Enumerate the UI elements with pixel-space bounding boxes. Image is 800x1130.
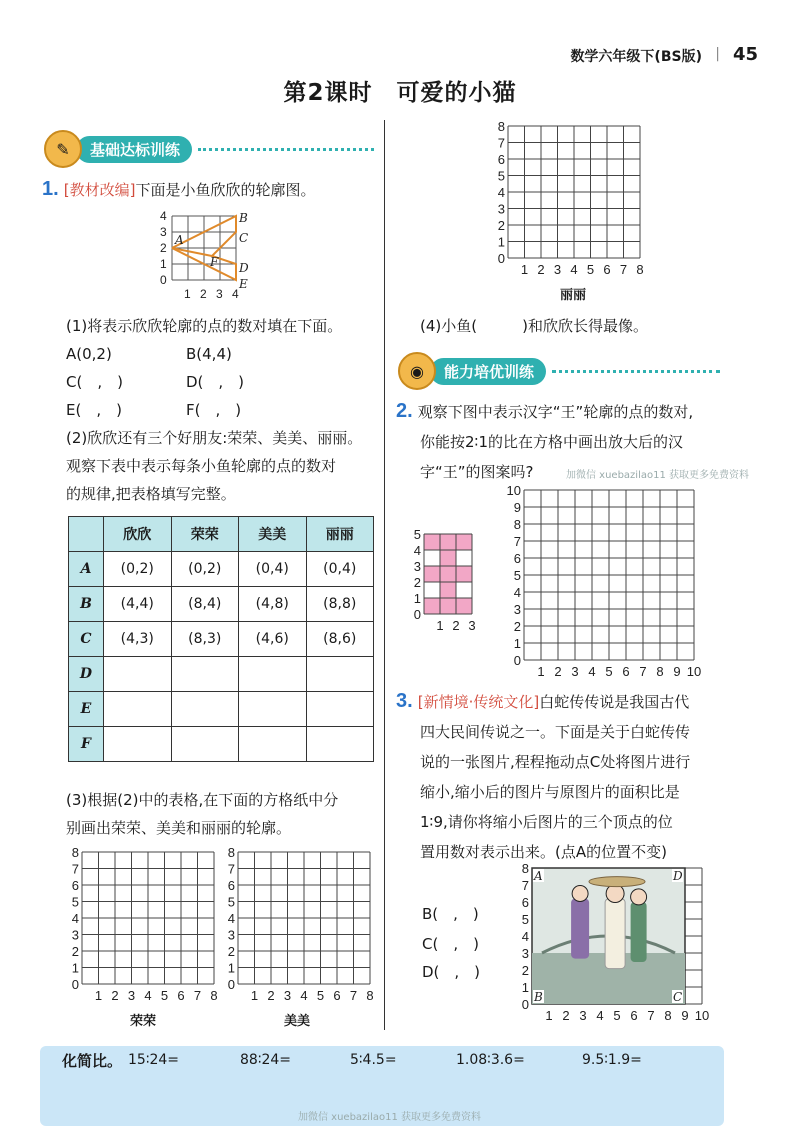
table-cell: (0,2) — [104, 552, 172, 587]
x-tick-label: 1 — [520, 262, 529, 277]
simplify-item: 5∶4.5= — [350, 1052, 397, 1068]
grid-lili-label: 丽丽 — [560, 288, 587, 303]
y-tick-label: 0 — [413, 607, 421, 622]
simplify-item: 88∶24= — [240, 1052, 292, 1068]
y-tick-label: 3 — [227, 927, 235, 943]
y-tick-label: 0 — [513, 653, 521, 668]
answer-cell[interactable] — [104, 727, 172, 762]
grid-meimei[interactable] — [222, 846, 372, 1006]
filled-cell — [440, 534, 456, 550]
x-tick-label: 8 — [664, 1008, 672, 1023]
x-tick-label: 6 — [603, 262, 611, 277]
y-tick-label: 2 — [227, 944, 235, 959]
question-2-line3: 字“王”的图案吗? — [420, 463, 534, 481]
corner-label: B — [534, 990, 543, 1004]
q1-part2-line1: (2)欣欣还有三个好朋友:荣荣、美美、丽丽。 — [66, 429, 363, 447]
row-header: E — [69, 692, 104, 727]
table-cell: (8,8) — [306, 587, 374, 622]
point-label-d: D — [239, 261, 249, 275]
point-label-c: C — [239, 231, 249, 245]
fig-y-label: 3 — [160, 225, 167, 239]
page-number: 45 — [732, 44, 758, 65]
y-tick-label: 2 — [413, 575, 421, 590]
watermark-bottom: 加微信 xuebazilao11 获取更多免费资料 — [298, 1112, 482, 1123]
header-separator: | — [715, 46, 720, 62]
y-tick-label: 0 — [227, 977, 235, 992]
y-tick-label: 3 — [413, 559, 421, 574]
question-2-line1: 观察下图中表示汉字“王”轮廓的点的数对, — [417, 403, 694, 421]
x-tick-label: 5 — [605, 664, 613, 679]
answer-cell[interactable] — [239, 692, 307, 727]
question-3-line5: 1∶9,请你将缩小后图片的三个顶点的位 — [420, 813, 673, 831]
q1-part1: (1)将表示欣欣轮廓的点的数对填在下面。 — [66, 317, 343, 335]
x-tick-label: 9 — [681, 1008, 689, 1023]
answer-cell[interactable] — [239, 657, 307, 692]
row-header: C — [69, 622, 104, 657]
question-3-tag: [新情境·传统文化] — [417, 693, 540, 711]
table-row — [69, 727, 374, 762]
answer-b: B( , ) — [422, 905, 479, 923]
x-tick-label: 3 — [468, 618, 476, 633]
corner-label: D — [673, 869, 683, 883]
table-row — [69, 552, 374, 587]
y-tick-label: 2 — [497, 218, 505, 233]
question-3 — [396, 688, 736, 717]
y-tick-label: 8 — [497, 119, 505, 134]
x-tick-label: 1 — [545, 1008, 553, 1023]
y-tick-label: 7 — [513, 534, 521, 549]
x-tick-label: 7 — [647, 1008, 655, 1023]
pair-b: B(4,4) — [186, 345, 232, 363]
x-tick-label: 2 — [537, 262, 545, 277]
fig-x-label: 2 — [200, 287, 207, 301]
x-tick-label: 2 — [562, 1008, 570, 1023]
x-tick-label: 3 — [283, 988, 292, 1003]
section-advanced-label: 能力培优训练 — [430, 358, 546, 385]
y-tick-label: 1 — [497, 234, 505, 250]
point-label-f: F — [210, 255, 219, 269]
filled-cell — [440, 566, 456, 582]
table-row — [69, 587, 374, 622]
pair-a: A(0,2) — [66, 345, 112, 363]
banner-dots — [552, 370, 720, 373]
pair-e: E( , ) — [66, 401, 122, 419]
y-tick-label: 7 — [71, 861, 79, 877]
section-basic-banner — [44, 130, 374, 168]
y-tick-label: 6 — [227, 878, 235, 893]
x-tick-label: 6 — [177, 988, 185, 1003]
table-header-row — [69, 517, 374, 552]
x-tick-label: 3 — [571, 664, 579, 679]
y-tick-label: 8 — [521, 861, 529, 876]
question-3-line2: 四大民间传说之一。下面是关于白蛇传传 — [420, 723, 691, 741]
y-tick-label: 3 — [497, 201, 505, 217]
x-tick-label: 6 — [333, 988, 341, 1003]
enlarge-grid[interactable] — [504, 484, 710, 684]
x-tick-label: 2 — [452, 618, 460, 633]
col-header: 欣欣 — [104, 517, 172, 552]
y-tick-label: 4 — [521, 929, 529, 944]
filled-cell — [440, 598, 456, 614]
answer-cell[interactable] — [104, 657, 172, 692]
question-3-line1: 白蛇传传说是我国古代 — [539, 693, 690, 711]
table-cell: (4,6) — [239, 622, 307, 657]
y-tick-label: 9 — [513, 500, 521, 515]
table-cell: (4,8) — [239, 587, 307, 622]
question-3-number: 3. — [396, 690, 413, 712]
filled-cell — [456, 598, 472, 614]
y-tick-label: 2 — [521, 963, 529, 978]
question-1-number: 1. — [42, 178, 59, 200]
fig-x-label: 1 — [184, 287, 191, 301]
col-header: 丽丽 — [306, 517, 374, 552]
y-tick-label: 4 — [497, 185, 505, 200]
coordinates-table — [68, 516, 374, 762]
x-tick-label: 4 — [300, 988, 308, 1003]
answer-d: D( , ) — [422, 963, 481, 981]
banner-dots — [198, 148, 374, 151]
y-tick-label: 0 — [521, 997, 529, 1012]
x-tick-label: 7 — [193, 988, 202, 1003]
filled-cell — [456, 534, 472, 550]
y-tick-label: 7 — [521, 878, 529, 893]
x-tick-label: 4 — [588, 664, 596, 679]
col-header: 美美 — [239, 517, 307, 552]
row-header: A — [69, 552, 104, 587]
y-tick-label: 4 — [71, 911, 79, 926]
watermark-right: 加微信 xuebazilao11 获取更多免费资料 — [566, 470, 750, 481]
x-tick-label: 5 — [316, 988, 325, 1003]
x-tick-label: 5 — [613, 1008, 621, 1023]
question-2-number: 2. — [396, 400, 413, 422]
table-cell: (8,3) — [171, 622, 239, 657]
column-divider — [384, 120, 385, 1030]
question-1-stem: 下面是小鱼欣欣的轮廓图。 — [135, 181, 316, 199]
book-title: 数学六年级下(BS版) — [570, 49, 702, 65]
y-tick-label: 4 — [413, 543, 421, 558]
fig-x-label: 4 — [232, 287, 239, 301]
y-tick-label: 1 — [413, 591, 421, 606]
x-tick-label: 1 — [537, 664, 545, 679]
x-tick-label: 10 — [686, 664, 702, 679]
table-cell: (0,4) — [239, 552, 307, 587]
pair-f: F( , ) — [186, 401, 242, 419]
q1-part2-line2: 观察下表中表示每条小鱼轮廓的点的数对 — [66, 457, 337, 475]
y-tick-label: 1 — [71, 960, 79, 976]
col-header: 荣荣 — [171, 517, 239, 552]
x-tick-label: 2 — [111, 988, 119, 1003]
filled-cell — [424, 566, 440, 582]
y-tick-label: 8 — [513, 517, 521, 532]
table-row — [69, 622, 374, 657]
question-1-tag: [教材改编] — [63, 181, 136, 199]
section-advanced-banner — [398, 352, 720, 390]
x-tick-label: 1 — [94, 988, 103, 1003]
x-tick-label: 8 — [366, 988, 374, 1003]
x-tick-label: 4 — [144, 988, 152, 1003]
baishe-picture-grid[interactable] — [516, 862, 722, 1032]
baishe-picture — [532, 868, 685, 1004]
row-header: D — [69, 657, 104, 692]
y-tick-label: 1 — [227, 960, 235, 976]
y-tick-label: 6 — [521, 895, 529, 910]
answer-c: C( , ) — [422, 935, 479, 953]
pair-c: C( , ) — [66, 373, 123, 391]
answer-cell[interactable] — [306, 657, 374, 692]
y-tick-label: 10 — [506, 483, 521, 498]
question-3-line3: 说的一张图片,程程拖动点C处将图片进行 — [420, 753, 691, 771]
question-2-line2: 你能按2∶1的比在方格中画出放大后的汉 — [420, 433, 683, 451]
answer-cell[interactable] — [171, 692, 239, 727]
y-tick-label: 3 — [513, 602, 521, 617]
table-corner — [69, 517, 104, 552]
x-tick-label: 1 — [436, 618, 444, 633]
y-tick-label: 7 — [227, 861, 235, 877]
grid-lili[interactable] — [492, 120, 642, 280]
fig-y-label: 1 — [160, 257, 167, 271]
wang-character-figure — [408, 528, 488, 640]
y-tick-label: 3 — [71, 927, 79, 943]
y-tick-label: 4 — [513, 585, 521, 600]
table-cell: (0,4) — [306, 552, 374, 587]
filled-cell — [440, 582, 456, 598]
y-tick-label: 2 — [71, 944, 79, 959]
q1-part3-line2: 别画出荣荣、美美和丽丽的轮廓。 — [66, 819, 292, 837]
fig-y-label: 4 — [160, 209, 167, 223]
x-tick-label: 4 — [596, 1008, 604, 1023]
answer-cell[interactable] — [171, 657, 239, 692]
y-tick-label: 6 — [513, 551, 521, 566]
x-tick-label: 4 — [570, 262, 578, 277]
fish-outline-figure — [150, 208, 270, 304]
x-tick-label: 8 — [636, 262, 644, 277]
y-tick-label: 5 — [497, 168, 505, 184]
x-tick-label: 3 — [553, 262, 562, 277]
y-tick-label: 5 — [413, 527, 421, 542]
x-tick-label: 2 — [267, 988, 275, 1003]
row-header: B — [69, 587, 104, 622]
x-tick-label: 5 — [586, 262, 595, 277]
y-tick-label: 8 — [227, 845, 235, 860]
x-tick-label: 7 — [639, 664, 647, 679]
q1-part3-line1: (3)根据(2)中的表格,在下面的方格纸中分 — [66, 791, 339, 809]
table-row — [69, 657, 374, 692]
x-tick-label: 3 — [127, 988, 136, 1003]
y-tick-label: 5 — [513, 568, 521, 583]
filled-cell — [440, 550, 456, 566]
panda-icon: ◉ — [398, 352, 436, 390]
x-tick-label: 8 — [210, 988, 218, 1003]
filled-cell — [456, 566, 472, 582]
y-tick-label: 8 — [71, 845, 79, 860]
question-3-line6: 置用数对表示出来。(点A的位置不变) — [420, 843, 667, 861]
x-tick-label: 3 — [579, 1008, 587, 1023]
y-tick-label: 6 — [497, 152, 505, 167]
table-cell: (4,4) — [104, 587, 172, 622]
table-cell: (8,4) — [171, 587, 239, 622]
fig-y-label: 0 — [160, 273, 167, 287]
simplify-label: 化简比。 — [62, 1052, 123, 1070]
x-tick-label: 2 — [554, 664, 562, 679]
y-tick-label: 5 — [521, 912, 529, 927]
y-tick-label: 5 — [71, 894, 79, 910]
grid-rongrong-label: 荣荣 — [130, 1014, 157, 1029]
y-tick-label: 1 — [521, 980, 529, 995]
answer-cell[interactable] — [239, 727, 307, 762]
y-tick-label: 7 — [497, 135, 505, 151]
x-tick-label: 5 — [160, 988, 169, 1003]
fig-y-label: 2 — [160, 241, 167, 255]
x-tick-label: 7 — [619, 262, 628, 277]
y-tick-label: 6 — [71, 878, 79, 893]
x-tick-label: 10 — [694, 1008, 710, 1023]
simplify-item: 1.08∶3.6= — [456, 1052, 525, 1068]
fig-x-label: 3 — [216, 287, 223, 301]
point-label-e: E — [239, 277, 248, 291]
point-label-b: B — [239, 211, 248, 225]
pair-d: D( , ) — [186, 373, 245, 391]
point-label-a: A — [175, 233, 184, 247]
lesson-title: 第2课时 可爱的小猫 — [283, 80, 517, 106]
cat-pencil-icon: ✎ — [44, 130, 82, 168]
simplify-item: 15∶24= — [128, 1052, 180, 1068]
x-tick-label: 6 — [622, 664, 630, 679]
grid-meimei-label: 美美 — [284, 1014, 311, 1029]
table-cell: (0,2) — [171, 552, 239, 587]
row-header: F — [69, 727, 104, 762]
answer-cell[interactable] — [306, 727, 374, 762]
x-tick-label: 7 — [349, 988, 358, 1003]
simplify-item: 9.5∶1.9= — [582, 1052, 642, 1068]
filled-cell — [424, 598, 440, 614]
y-tick-label: 5 — [227, 894, 235, 910]
y-tick-label: 3 — [521, 946, 529, 961]
x-tick-label: 8 — [656, 664, 664, 679]
table-cell: (8,6) — [306, 622, 374, 657]
question-2 — [396, 398, 726, 427]
x-tick-label: 1 — [250, 988, 259, 1003]
y-tick-label: 2 — [513, 619, 521, 634]
q1-part2-line3: 的规律,把表格填写完整。 — [66, 485, 236, 503]
y-tick-label: 0 — [71, 977, 79, 992]
table-row — [69, 692, 374, 727]
answer-cell[interactable] — [306, 692, 374, 727]
answer-cell[interactable] — [171, 727, 239, 762]
y-tick-label: 4 — [227, 911, 235, 926]
section-basic-label: 基础达标训练 — [76, 136, 192, 163]
question-1 — [42, 176, 316, 205]
q1-part4: (4)小鱼( )和欣欣长得最像。 — [420, 317, 648, 335]
corner-label: C — [673, 990, 683, 1004]
question-3-line4: 缩小,缩小后的图片与原图片的面积比是 — [420, 783, 680, 801]
x-tick-label: 9 — [673, 664, 681, 679]
table-cell: (4,3) — [104, 622, 172, 657]
corner-label: A — [534, 869, 543, 883]
grid-rongrong[interactable] — [66, 846, 216, 1006]
x-tick-label: 6 — [630, 1008, 638, 1023]
filled-cell — [424, 534, 440, 550]
y-tick-label: 1 — [513, 636, 521, 651]
y-tick-label: 0 — [497, 251, 505, 266]
answer-cell[interactable] — [104, 692, 172, 727]
